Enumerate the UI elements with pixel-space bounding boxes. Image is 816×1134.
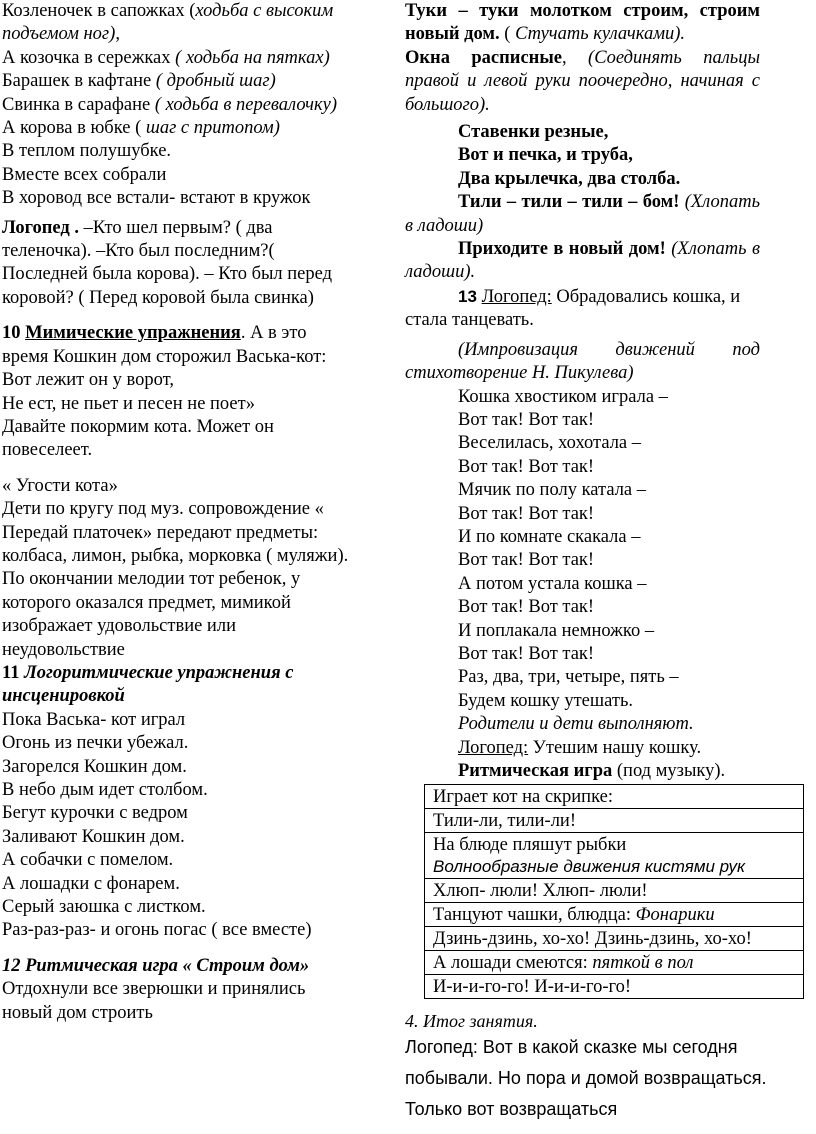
line-korova: А корова в юбке ( шаг с притопом) xyxy=(2,118,280,139)
poem-line: Вот так! Вот так! xyxy=(458,597,595,618)
poem-line: Мячик по полу катала – xyxy=(458,480,647,501)
poem-line: Вот так! Вот так! xyxy=(458,409,595,430)
line-polushubok: В теплом полушубке. xyxy=(2,141,172,162)
section-12-text: Отдохнули все зверюшки и принялись новый дом строить xyxy=(2,979,306,1023)
s10-verse-2: Не ест, не пьет и песен не поет» xyxy=(2,393,255,414)
line-kozochka: А козочка в сережках ( ходьба на пятках) xyxy=(2,47,330,68)
table-row xyxy=(425,809,804,833)
rhythm-game-heading: Ритмическая игра (под музыку). xyxy=(458,761,726,781)
line-krylechka: Два крылечка, два столба. xyxy=(458,168,681,189)
poem-line: Вот так! Вот так! xyxy=(458,503,595,524)
table-cell: Танцуют чашки, блюдца: Фонарики xyxy=(425,903,804,927)
s11-line: А лошадки с фонарем. xyxy=(2,873,180,894)
line-sobrali: Вместе всех собрали xyxy=(2,164,167,185)
table-cell: А лошади смеются: пяткой в пол xyxy=(425,951,804,975)
s11-line: Бегут курочки с ведром xyxy=(2,803,188,824)
game-description: Дети по кругу под муз. сопровождение « Передай платочек» передают предметы: колбаса, лимон, рыбка, морковка ( муляжи). По окончании мелодии тот ребенок, у которого оказался предмет, мимикой изображает удовольствие или неудовольствие xyxy=(2,499,349,660)
right-column xyxy=(405,0,760,783)
s11-line: Загорелся Кошкин дом. xyxy=(2,756,187,777)
improv-note: (Импровизация движений под стихотворение Н. Пикулева) xyxy=(405,339,760,384)
table-cell: На блюде пляшут рыбки Волнообразные движения кистями рук xyxy=(425,833,804,879)
table-row xyxy=(425,951,804,975)
s11-line: Огонь из печки убежал. xyxy=(2,733,189,754)
table-row xyxy=(425,833,804,879)
s10-verse-1: Вот лежит он у ворот, xyxy=(2,370,174,391)
summary-block xyxy=(405,1010,785,1125)
poem-line: А потом устала кошка – xyxy=(458,573,647,594)
table-row xyxy=(425,975,804,999)
final-logoped-text: Логопед: Вот в какой сказке мы сегодня побывали. Но пора и домой возвращаться. Только вот возвращаться xyxy=(405,1037,767,1119)
game-title: « Угости кота» xyxy=(2,475,118,496)
line-okna: Окна расписные, (Соединять пальцы правой и левой руки поочередно, начиная с большого). xyxy=(405,47,761,115)
rhythm-game-table xyxy=(424,784,804,999)
line-barashek: Барашек в кафтане ( дробный шаг) xyxy=(2,71,276,92)
table-cell: Хлюп- люли! Хлюп- люли! xyxy=(425,879,804,903)
poem-line: Будем кошку утешать. xyxy=(458,690,634,711)
section-10: 10 Мимические упражнения. А в это время Кошкин дом сторожил Васька-кот: xyxy=(2,323,327,367)
table-cell: Играет кот на скрипке: xyxy=(425,785,804,809)
table-row xyxy=(425,785,804,809)
line-tili: Тили – тили – тили – бом! (Хлопать в ладоши) xyxy=(405,192,760,236)
s11-line: Пока Васька- кот играл xyxy=(2,709,186,730)
table-cell: И-и-и-го-го! И-и-и-го-го! xyxy=(425,975,804,999)
poem-line: Вот так! Вот так! xyxy=(458,643,595,664)
poem-line: И по комнате скакала – xyxy=(458,526,641,547)
line-pechka: Вот и печка, и труба, xyxy=(458,145,633,166)
table-row xyxy=(425,879,804,903)
itog-heading: 4. Итог занятия. xyxy=(405,1011,538,1031)
poem-line: Вот так! Вот так! xyxy=(458,550,595,571)
table-row xyxy=(425,927,804,951)
line-prikhodite: Приходите в новый дом! (Хлопать в ладоши). xyxy=(405,239,760,283)
table-cell: Дзинь-дзинь, хо-хо! Дзинь-дзинь, хо-хо! xyxy=(425,927,804,951)
table-cell: Тили-ли, тили-ли! xyxy=(425,809,804,833)
line-stavenki: Ставенки резные, xyxy=(458,122,609,143)
logoped-question: Логопед . –Кто шел первым? ( два теленочка). –Кто был последним?( Последней была корова). – Кто был перед коровой? ( Перед коровой была свинка) xyxy=(2,217,333,308)
line-tuki: Туки – туки молотком строим, строим новый дом. ( Стучать кулачками). xyxy=(405,1,760,45)
s11-line: Заливают Кошкин дом. xyxy=(2,826,185,847)
poem-line: И поплакала немножко – xyxy=(458,620,655,641)
line-kozlenochek: Козленочек в сапожках (ходьба с высоким подъемом ног), xyxy=(2,1,334,45)
s11-line: В небо дым идет столбом. xyxy=(2,780,208,800)
line-khorovod: В хоровод все встали- встают в кружок xyxy=(2,188,311,209)
left-column xyxy=(2,0,354,1025)
section-11-heading: 11 Логоритмические упражнения с инсценировкой xyxy=(2,662,294,707)
s11-line: Раз-раз-раз- и огонь погас ( все вместе) xyxy=(2,920,312,941)
line-svinka: Свинка в сарафане ( ходьба в перевалочку) xyxy=(2,94,337,115)
s10-verse-3: Давайте покормим кота. Может он повеселеет. xyxy=(2,416,274,461)
s11-line: Серый заюшка с листком. xyxy=(2,897,206,918)
poem-line: Вот так! Вот так! xyxy=(458,456,595,477)
table-row xyxy=(425,903,804,927)
section-12-heading: 12 Ритмическая игра « Строим дом» xyxy=(2,955,310,976)
s11-line: А собачки с помелом. xyxy=(2,850,174,871)
logoped-console: Логопед: Утешим нашу кошку. xyxy=(458,737,702,758)
poem-line: Веселилась, хохотала – xyxy=(458,433,642,454)
section-13: 13 Логопед: Обрадовались кошка, и стала танцевать. xyxy=(405,286,741,331)
poem-line: Кошка хвостиком играла – xyxy=(458,386,668,407)
poem-line: Раз, два, три, четыре, пять – xyxy=(458,667,679,688)
parents-note: Родители и дети выполняют. xyxy=(458,714,694,735)
